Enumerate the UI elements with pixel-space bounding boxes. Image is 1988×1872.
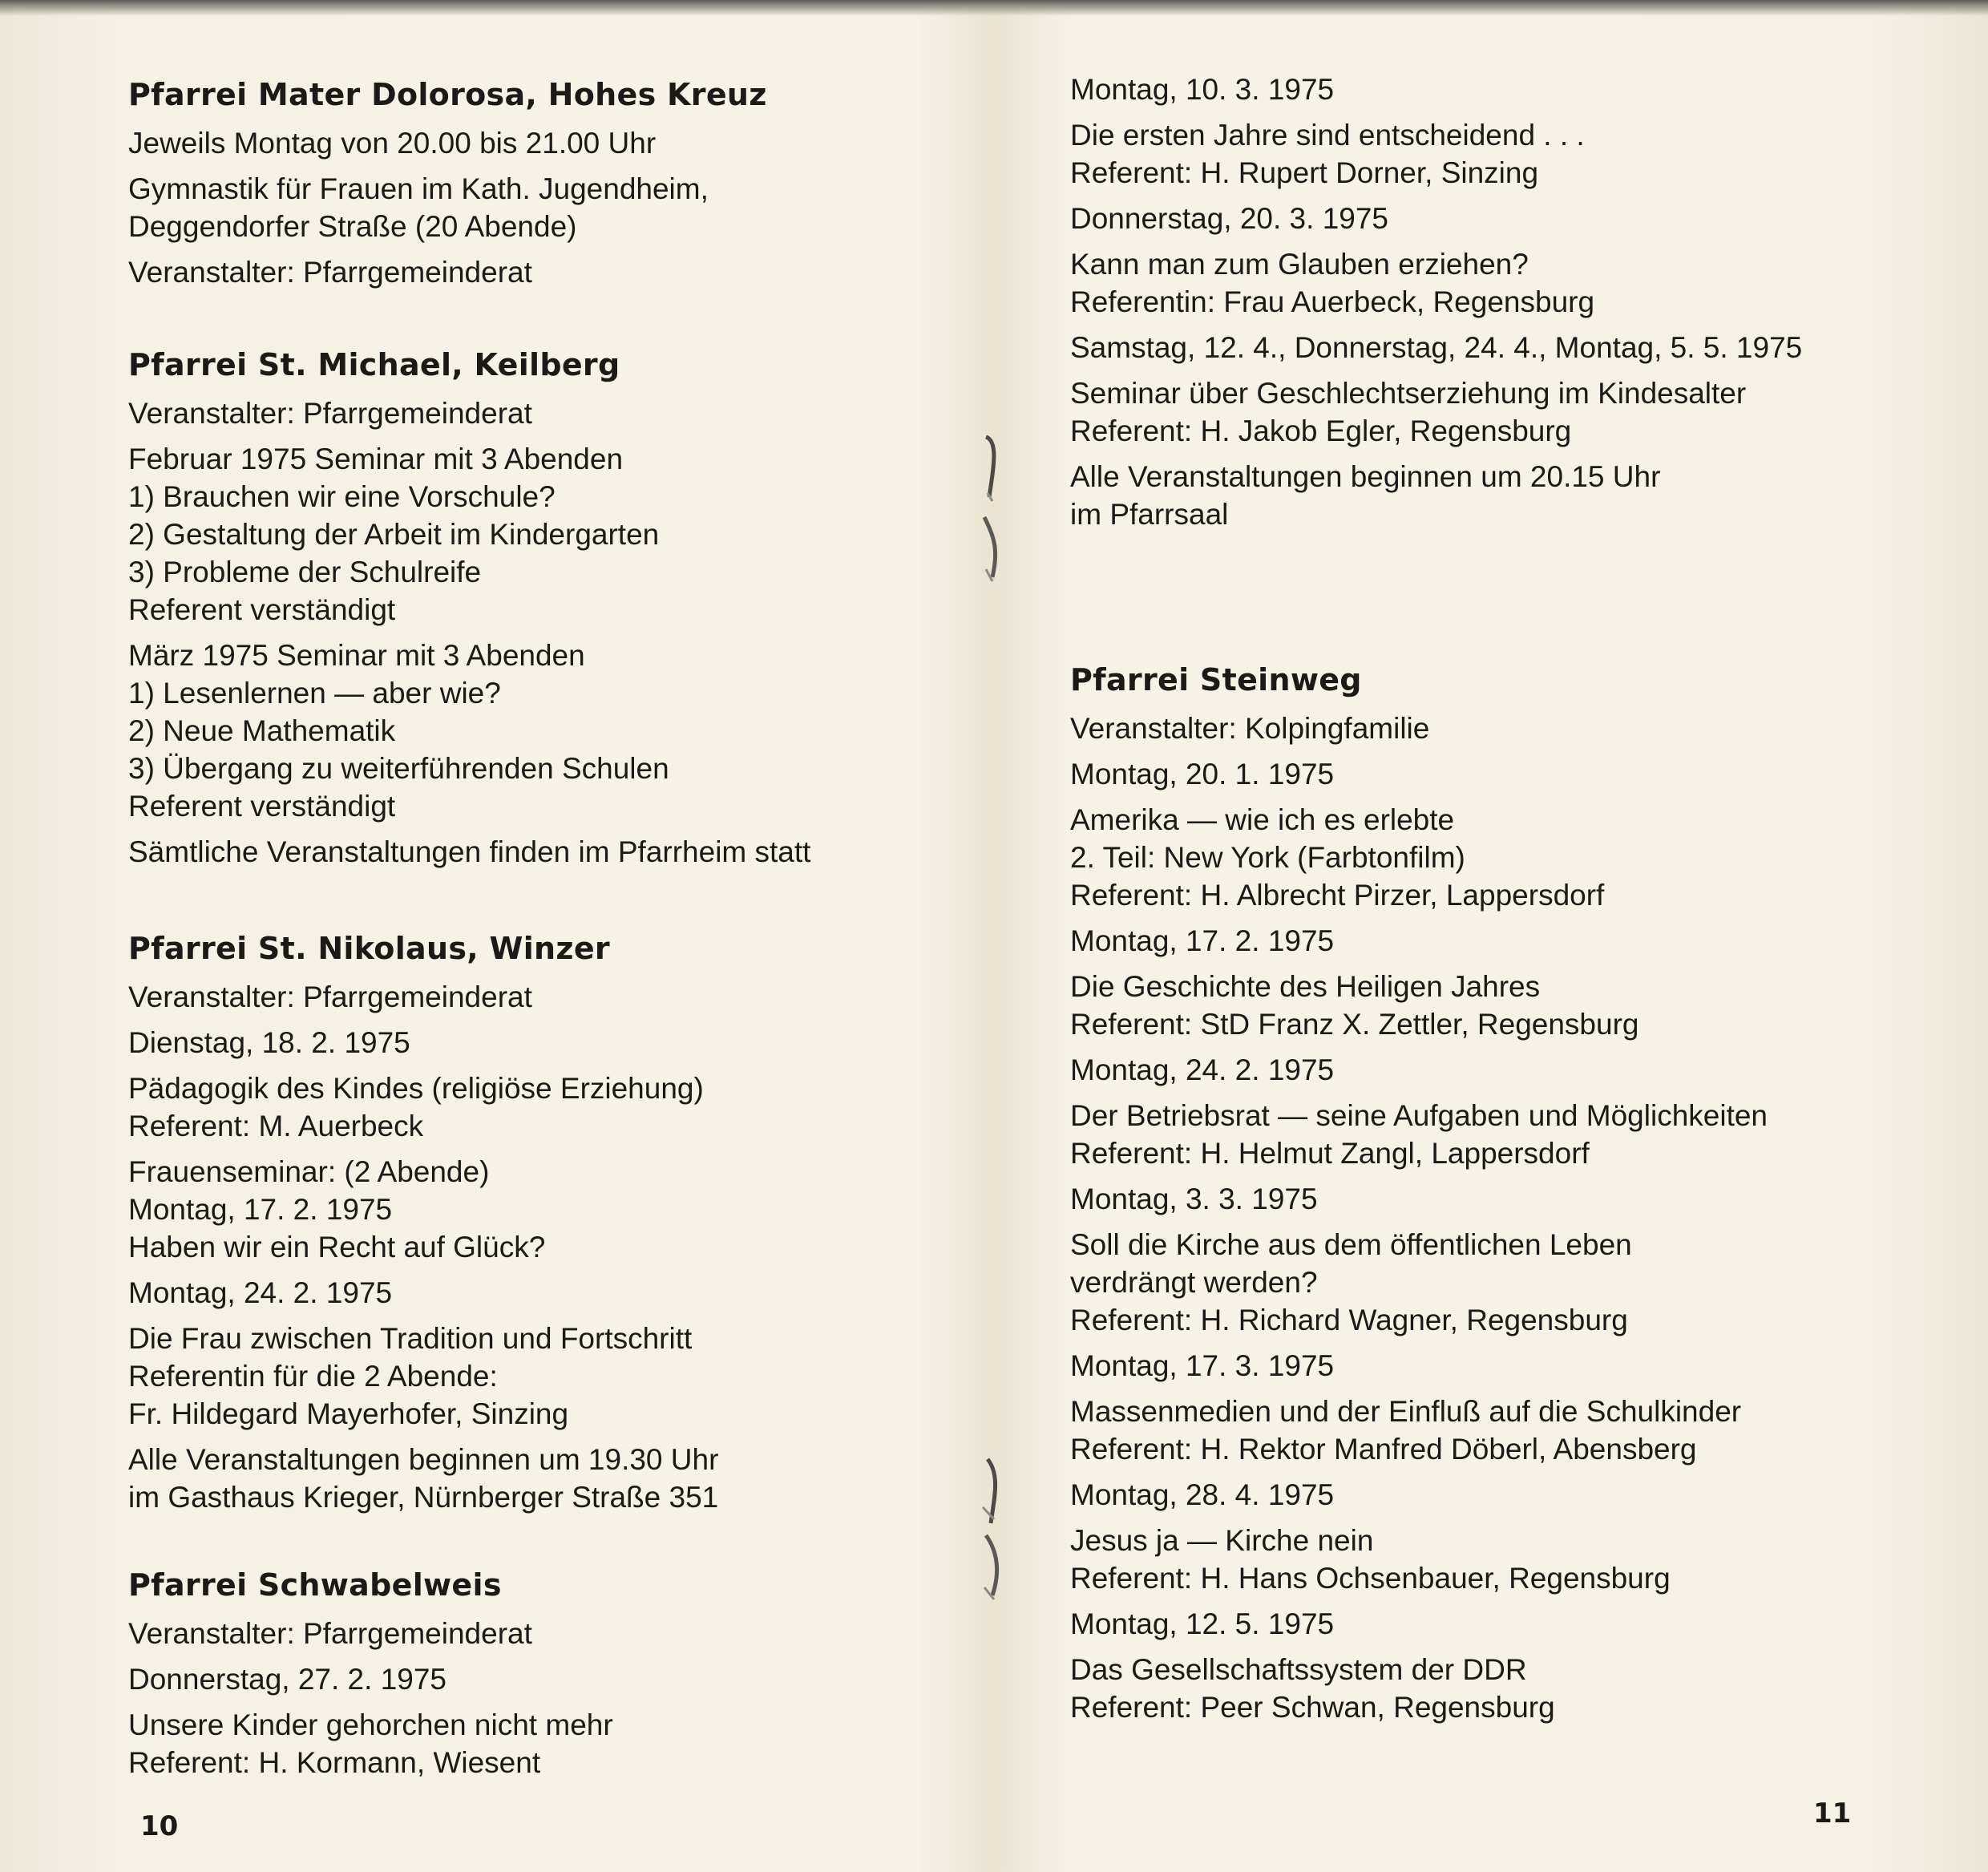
text-block [1070, 458, 1802, 533]
section-heading: Pfarrei St. Nikolaus, Winzer [128, 931, 610, 966]
text-block [1070, 755, 1768, 793]
text-line: Februar 1975 Seminar mit 3 Abenden [128, 443, 624, 475]
text-block [128, 1615, 613, 1652]
text-line: Referent: H. Albrecht Pirzer, Lappersdorf [1070, 879, 1605, 912]
text-line: im Pfarrsaal [1070, 498, 1229, 531]
text-line: Referent: H. Helmut Zangl, Lappersdorf [1070, 1137, 1590, 1170]
text-block [128, 1706, 613, 1781]
text-block [128, 1320, 718, 1433]
text-block [1070, 968, 1768, 1043]
text-block [128, 1069, 718, 1145]
text-line: 2) Gestaltung der Arbeit im Kindergarten [128, 518, 660, 551]
text-line: Donnerstag, 27. 2. 1975 [128, 1663, 447, 1696]
text-line: Unsere Kinder gehorchen nicht mehr [128, 1708, 613, 1741]
page-number-left: 10 [140, 1810, 179, 1842]
text-line: Jeweils Montag von 20.00 bis 21.00 Uhr [128, 127, 657, 160]
text-block [1070, 71, 1802, 108]
right-page-section-1 [1070, 661, 1768, 1734]
text-block [1070, 200, 1802, 237]
text-line: Referent: StD Franz X. Zettler, Regensburg [1070, 1008, 1639, 1041]
text-block [1070, 1476, 1768, 1514]
text-line: Die ersten Jahre sind entscheidend . . . [1070, 119, 1585, 152]
text-block [1070, 1393, 1768, 1468]
text-line: Der Betriebsrat — seine Aufgaben und Möglichkeiten [1070, 1099, 1768, 1132]
text-block [128, 124, 767, 162]
text-line: Alle Veranstaltungen beginnen um 20.15 Uhr [1070, 460, 1661, 493]
text-line: Amerika — wie ich es erlebte [1070, 803, 1455, 836]
text-line: Montag, 20. 1. 1975 [1070, 758, 1335, 790]
text-block [128, 978, 718, 1016]
text-line: Referent verständigt [128, 593, 396, 626]
text-block [1070, 1605, 1768, 1643]
scan-top-shadow [0, 0, 1988, 16]
text-line: Donnerstag, 20. 3. 1975 [1070, 202, 1389, 235]
text-line: Referentin für die 2 Abende: [128, 1360, 498, 1393]
left-page-section-1 [128, 346, 810, 879]
text-block [1070, 245, 1802, 321]
text-block [128, 170, 767, 245]
text-block [1070, 329, 1802, 366]
text-line: Montag, 3. 3. 1975 [1070, 1183, 1318, 1215]
text-block [1070, 1226, 1768, 1339]
text-line: Montag, 17. 2. 1975 [1070, 924, 1335, 957]
text-block [1070, 801, 1768, 914]
text-block [128, 1024, 718, 1061]
text-line: Referent: H. Richard Wagner, Regensburg [1070, 1304, 1628, 1336]
text-line: Die Frau zwischen Tradition und Fortschritt [128, 1322, 693, 1355]
left-page-section-2 [128, 930, 718, 1524]
text-line: Referent: Peer Schwan, Regensburg [1070, 1691, 1555, 1724]
text-block [1070, 1347, 1768, 1385]
text-block [1070, 374, 1802, 450]
text-line: verdrängt werden? [1070, 1266, 1318, 1299]
text-block [1070, 710, 1768, 747]
text-line: Deggendorfer Straße (20 Abende) [128, 210, 577, 243]
text-block [1070, 1522, 1768, 1597]
section-heading: Pfarrei Schwabelweis [128, 1567, 502, 1603]
right-page-section-0 [1070, 71, 1802, 541]
text-line: 2. Teil: New York (Farbtonfilm) [1070, 841, 1465, 874]
text-line: Alle Veranstaltungen beginnen um 19.30 Uhr [128, 1443, 719, 1476]
text-line: Gymnastik für Frauen im Kath. Jugendheim, [128, 172, 709, 205]
text-block [1070, 1051, 1768, 1089]
text-block [1070, 1180, 1768, 1218]
text-line: Dienstag, 18. 2. 1975 [128, 1026, 410, 1059]
text-line: Montag, 24. 2. 1975 [128, 1276, 393, 1309]
text-line: Samstag, 12. 4., Donnerstag, 24. 4., Montag, 5. 5. 1975 [1070, 331, 1803, 364]
page-number-right: 11 [1813, 1797, 1852, 1830]
text-line: Veranstalter: Pfarrgemeinderat [128, 980, 532, 1013]
text-line: 1) Brauchen wir eine Vorschule? [128, 480, 556, 513]
text-line: Referentin: Frau Auerbeck, Regensburg [1070, 285, 1595, 318]
text-line: Montag, 12. 5. 1975 [1070, 1607, 1335, 1640]
text-line: Veranstalter: Pfarrgemeinderat [128, 1617, 532, 1650]
text-block [128, 253, 767, 291]
text-line: Das Gesellschaftssystem der DDR [1070, 1653, 1527, 1686]
staple-bottom [962, 1443, 1018, 1619]
text-line: Massenmedien und der Einfluß auf die Schulkinder [1070, 1395, 1742, 1428]
text-line: Montag, 17. 3. 1975 [1070, 1349, 1335, 1382]
text-line: Referent: H. Kormann, Wiesent [128, 1746, 541, 1779]
text-line: Montag, 17. 2. 1975 [128, 1193, 393, 1226]
text-block [1070, 1651, 1768, 1726]
text-line: 2) Neue Mathematik [128, 714, 396, 747]
text-line: Referent: H. Rupert Dorner, Sinzing [1070, 156, 1539, 189]
text-block [128, 1660, 613, 1698]
text-block [128, 394, 810, 432]
text-block [1070, 922, 1768, 960]
text-block [128, 1153, 718, 1266]
text-line: 3) Übergang zu weiterführenden Schulen [128, 752, 669, 785]
text-line: 1) Lesenlernen — aber wie? [128, 677, 501, 710]
text-line: Soll die Kirche aus dem öffentlichen Leben [1070, 1228, 1632, 1261]
text-line: Referent: M. Auerbeck [128, 1110, 424, 1142]
text-line: Pädagogik des Kindes (religiöse Erziehung) [128, 1072, 704, 1105]
text-block [1070, 1097, 1768, 1172]
left-page-section-0 [128, 76, 767, 299]
section-heading: Pfarrei Mater Dolorosa, Hohes Kreuz [128, 77, 767, 112]
text-block [128, 833, 810, 871]
section-heading: Pfarrei Steinweg [1070, 662, 1362, 697]
text-line: Kann man zum Glauben erziehen? [1070, 248, 1529, 281]
text-line: März 1975 Seminar mit 3 Abenden [128, 639, 585, 672]
text-line: Seminar über Geschlechtserziehung im Kindesalter [1070, 377, 1747, 410]
text-line: 3) Probleme der Schulreife [128, 556, 482, 588]
text-line: Frauenseminar: (2 Abende) [128, 1155, 490, 1188]
text-line: Jesus ja — Kirche nein [1070, 1524, 1374, 1557]
text-line: Veranstalter: Kolpingfamilie [1070, 712, 1430, 745]
text-line: Veranstalter: Pfarrgemeinderat [128, 256, 532, 289]
text-line: Referent verständigt [128, 790, 396, 823]
text-line: Montag, 10. 3. 1975 [1070, 73, 1335, 106]
text-line: im Gasthaus Krieger, Nürnberger Straße 351 [128, 1481, 719, 1514]
text-block [1070, 116, 1802, 192]
staple-top [962, 417, 1018, 593]
section-heading: Pfarrei St. Michael, Keilberg [128, 347, 620, 382]
text-line: Referent: H. Hans Ochsenbauer, Regensburg [1070, 1562, 1671, 1595]
left-page-section-3 [128, 1567, 613, 1789]
text-block [128, 637, 810, 825]
text-line: Montag, 24. 2. 1975 [1070, 1053, 1335, 1086]
text-block [128, 440, 810, 629]
text-line: Die Geschichte des Heiligen Jahres [1070, 970, 1541, 1003]
text-line: Referent: H. Rektor Manfred Döberl, Abensberg [1070, 1433, 1697, 1466]
text-line: Veranstalter: Pfarrgemeinderat [128, 397, 532, 430]
text-block [128, 1274, 718, 1312]
text-line: Sämtliche Veranstaltungen finden im Pfarrheim statt [128, 835, 811, 868]
text-line: Montag, 28. 4. 1975 [1070, 1478, 1335, 1511]
text-line: Haben wir ein Recht auf Glück? [128, 1231, 546, 1263]
text-block [128, 1441, 718, 1516]
text-line: Referent: H. Jakob Egler, Regensburg [1070, 414, 1572, 447]
text-line: Fr. Hildegard Mayerhofer, Sinzing [128, 1397, 569, 1430]
